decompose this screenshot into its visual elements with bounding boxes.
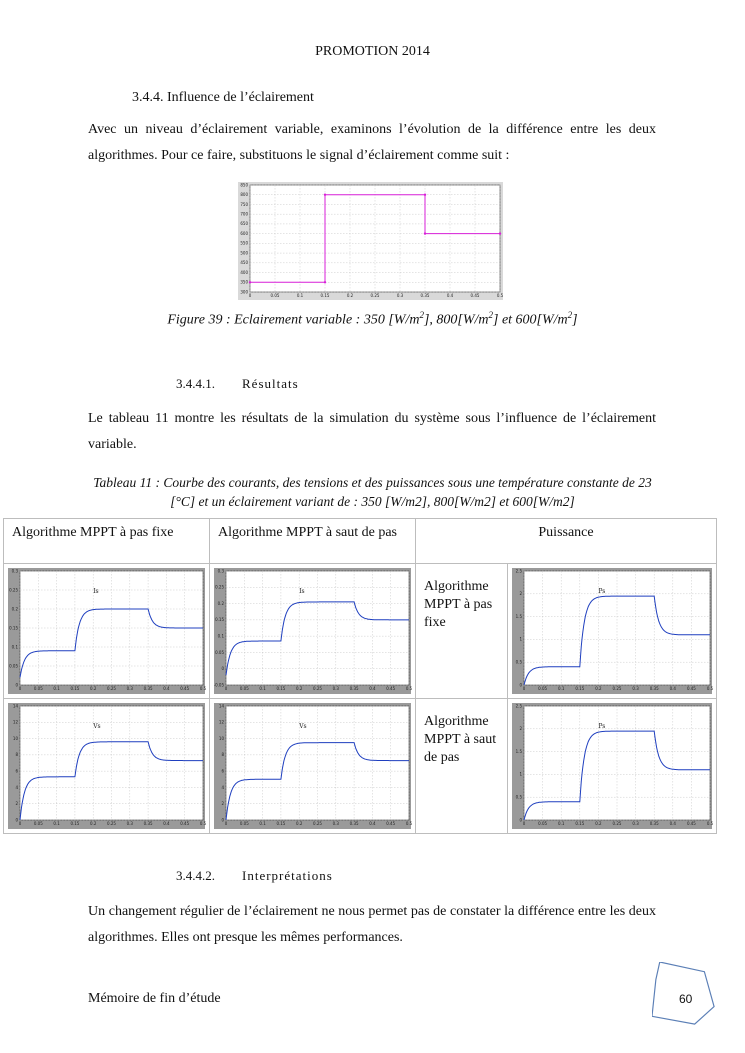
caption-part-2: ], 800[W/m bbox=[423, 312, 489, 328]
y-tick-label: 0.5 bbox=[515, 794, 522, 800]
y-tick-label: 0.15 bbox=[9, 625, 18, 631]
x-tick-label: 0.05 bbox=[239, 686, 249, 691]
cell-vs-saut bbox=[210, 699, 416, 834]
y-tick-label: 12 bbox=[12, 719, 18, 725]
y-tick-label: 0.1 bbox=[217, 633, 224, 639]
x-tick-label: 0.3 bbox=[126, 821, 133, 826]
y-tick-label: 0 bbox=[519, 817, 522, 823]
Vs_fixe-curve-label: Vs bbox=[93, 723, 101, 730]
x-tick-label: 0.3 bbox=[396, 293, 404, 298]
x-tick-label: 0.05 bbox=[538, 821, 548, 826]
x-tick-label: 0 bbox=[18, 821, 22, 826]
irradiance-chart-svg bbox=[238, 182, 503, 300]
x-tick-label: 0.4 bbox=[163, 821, 170, 826]
x-tick-label: 0.2 bbox=[346, 293, 354, 298]
caption-sup-2: 2 bbox=[488, 310, 493, 320]
interpretation-paragraph: Un changement régulier de l’éclairement ne nous permet pas de constater la différence entre les deux algorithmes. Elles ont presque les mêmes performances. bbox=[88, 904, 656, 945]
x-tick-label: 0.45 bbox=[386, 821, 396, 826]
x-tick-label: 0.25 bbox=[107, 686, 116, 691]
irradiance-point bbox=[324, 194, 326, 196]
x-tick-label: 0.4 bbox=[669, 821, 676, 826]
y-tick-label: 0.5 bbox=[515, 659, 522, 665]
x-tick-label: 0.5 bbox=[496, 293, 503, 298]
x-tick-label: 0.45 bbox=[686, 821, 696, 826]
x-tick-label: 0.25 bbox=[313, 686, 322, 691]
x-tick-label: 0.35 bbox=[349, 686, 359, 691]
x-tick-label: 0.5 bbox=[405, 821, 412, 826]
x-tick-label: 0.45 bbox=[386, 686, 396, 691]
x-tick-label: 0.45 bbox=[470, 293, 480, 298]
x-tick-label: 0.25 bbox=[612, 686, 622, 691]
irradiance-point bbox=[249, 281, 251, 283]
x-tick-label: 0.25 bbox=[612, 821, 622, 826]
x-tick-label: 0.15 bbox=[320, 293, 330, 298]
y-tick-label: 0 bbox=[221, 817, 224, 823]
y-tick-label: 2 bbox=[15, 801, 18, 807]
x-tick-label: 0.5 bbox=[199, 686, 206, 691]
y-tick-label: 400 bbox=[240, 269, 248, 275]
y-tick-label: 2 bbox=[519, 726, 522, 732]
page-number: 60 bbox=[679, 992, 693, 1006]
x-tick-label: 0.35 bbox=[143, 821, 153, 826]
x-tick-label: 0.05 bbox=[33, 821, 43, 826]
figure-39-chart bbox=[238, 182, 503, 300]
x-tick-label: 0.45 bbox=[180, 821, 190, 826]
y-tick-label: 700 bbox=[240, 211, 248, 217]
y-tick-label: 4 bbox=[15, 784, 18, 790]
caption-part-1: Figure 39 : Eclairement variable : 350 [W/m bbox=[167, 312, 420, 328]
y-tick-label: 0 bbox=[519, 682, 522, 688]
x-tick-label: 0.2 bbox=[595, 686, 602, 691]
x-tick-label: 0.1 bbox=[53, 686, 60, 691]
x-tick-label: 0.15 bbox=[575, 686, 585, 691]
x-tick-label: 0.5 bbox=[706, 686, 713, 691]
Is_fixe-curve-label: Is bbox=[93, 588, 99, 595]
subsection-results bbox=[176, 376, 299, 392]
irradiance-point bbox=[324, 281, 326, 283]
header-puissance: Puissance bbox=[416, 519, 717, 564]
y-tick-label: 2.5 bbox=[515, 703, 522, 709]
y-tick-label: 0 bbox=[221, 666, 224, 672]
y-tick-label: 8 bbox=[221, 752, 224, 758]
x-tick-label: 0.4 bbox=[669, 686, 676, 691]
subsection-results-title: Résultats bbox=[242, 376, 299, 391]
table-row-voltage bbox=[4, 699, 717, 834]
x-tick-label: 0.35 bbox=[143, 686, 153, 691]
y-tick-label: 750 bbox=[240, 201, 248, 207]
y-tick-label: 10 bbox=[12, 735, 18, 741]
irradiance-point bbox=[424, 194, 426, 196]
x-tick-label: 0.35 bbox=[349, 821, 359, 826]
caption-part-4: ] bbox=[572, 312, 578, 328]
x-tick-label: 0.3 bbox=[332, 821, 339, 826]
x-tick-label: 0.45 bbox=[686, 686, 696, 691]
y-tick-label: 1 bbox=[519, 636, 522, 642]
y-tick-label: 4 bbox=[221, 784, 224, 790]
y-tick-label: 600 bbox=[240, 230, 248, 236]
x-tick-label: 0.25 bbox=[107, 821, 116, 826]
y-tick-label: 850 bbox=[240, 182, 248, 188]
y-tick-label: 6 bbox=[221, 768, 224, 774]
ps-saut-chart bbox=[512, 703, 713, 829]
x-tick-label: 0.4 bbox=[163, 686, 170, 691]
y-tick-label: 0.2 bbox=[217, 600, 224, 606]
table-row-current bbox=[4, 564, 717, 699]
y-tick-label: 0.3 bbox=[217, 568, 224, 574]
y-tick-label: -0.05 bbox=[214, 682, 224, 688]
y-tick-label: 6 bbox=[15, 768, 18, 774]
x-tick-label: 0.05 bbox=[270, 293, 280, 298]
x-tick-label: 0.35 bbox=[649, 686, 659, 691]
x-tick-label: 0.1 bbox=[53, 821, 60, 826]
x-tick-label: 0.2 bbox=[296, 821, 303, 826]
y-tick-label: 10 bbox=[218, 735, 224, 741]
figure-39-caption bbox=[0, 310, 745, 329]
table-11-caption: Tableau 11 : Courbe des courants, des tensions et des puissances sous une température constante de 23 [°C] et un éclairement variant de : 350 [W/m2], 800[W/m2] et 600[W/m2] bbox=[93, 475, 652, 509]
y-tick-label: 14 bbox=[218, 703, 224, 709]
subsection-interp-title: Interprétations bbox=[242, 868, 333, 883]
cell-ps-fixe bbox=[508, 564, 717, 699]
y-tick-label: 550 bbox=[240, 240, 248, 246]
x-tick-label: 0 bbox=[18, 686, 22, 691]
results-paragraph: Le tableau 11 montre les résultats de la simulation du système sous l’influence de l’éclairement variable. bbox=[88, 411, 656, 452]
x-tick-label: 0.45 bbox=[180, 686, 190, 691]
Ps_fixe-curve-label: Ps bbox=[598, 588, 606, 595]
y-tick-label: 2 bbox=[519, 591, 522, 597]
x-tick-label: 0.2 bbox=[296, 686, 303, 691]
y-tick-label: 0.1 bbox=[11, 644, 18, 650]
x-tick-label: 0.15 bbox=[575, 821, 585, 826]
x-tick-label: 0.15 bbox=[70, 821, 80, 826]
Ps_saut-curve-label: Ps bbox=[598, 723, 606, 730]
x-tick-label: 0.05 bbox=[239, 821, 249, 826]
caption-sup-1: 2 bbox=[419, 310, 424, 320]
page-header: PROMOTION 2014 bbox=[315, 44, 430, 59]
x-tick-label: 0.2 bbox=[90, 821, 97, 826]
y-tick-label: 2 bbox=[221, 801, 224, 807]
y-tick-label: 650 bbox=[240, 221, 248, 227]
vs-saut-chart bbox=[214, 703, 412, 829]
x-tick-label: 0.1 bbox=[296, 293, 304, 298]
x-tick-label: 0.4 bbox=[369, 686, 376, 691]
ps-fixe-chart bbox=[512, 568, 713, 694]
y-tick-label: 450 bbox=[240, 260, 248, 266]
page-number-badge bbox=[652, 962, 716, 1026]
y-tick-label: 0.15 bbox=[215, 617, 224, 623]
y-tick-label: 0.3 bbox=[11, 568, 18, 574]
y-tick-label: 350 bbox=[240, 279, 248, 285]
x-tick-label: 0.25 bbox=[370, 293, 380, 298]
row-label-saut-de-pas: Algorithme MPPT à saut de pas bbox=[416, 699, 508, 834]
x-tick-label: 0.5 bbox=[706, 821, 713, 826]
footer-text: Mémoire de fin d’étude bbox=[88, 991, 221, 1006]
intro-paragraph: Avec un niveau d’éclairement variable, examinons l’évolution de la différence entre les deux algorithmes. Pour ce faire, substituons le signal d’éclairement comme suit : bbox=[88, 122, 656, 163]
y-tick-label: 1.5 bbox=[515, 613, 522, 619]
x-tick-label: 0.2 bbox=[595, 821, 602, 826]
x-tick-label: 0.05 bbox=[538, 686, 548, 691]
x-tick-label: 0 bbox=[248, 293, 252, 298]
x-tick-label: 0.2 bbox=[90, 686, 97, 691]
x-tick-label: 0.3 bbox=[332, 686, 339, 691]
x-tick-label: 0.5 bbox=[199, 821, 206, 826]
results-table bbox=[3, 518, 717, 834]
subsection-interpretations bbox=[176, 868, 333, 884]
irradiance-point bbox=[499, 232, 501, 234]
y-tick-label: 0 bbox=[15, 817, 18, 823]
x-tick-label: 0.25 bbox=[313, 821, 322, 826]
x-tick-label: 0.1 bbox=[558, 821, 565, 826]
subsection-interp-number: 3.4.4.2. bbox=[176, 868, 215, 883]
x-tick-label: 0.3 bbox=[126, 686, 133, 691]
x-tick-label: 0.35 bbox=[420, 293, 430, 298]
Is_saut-curve-label: Is bbox=[299, 588, 305, 595]
x-tick-label: 0 bbox=[224, 686, 228, 691]
y-tick-label: 14 bbox=[12, 703, 18, 709]
x-tick-label: 0.5 bbox=[405, 686, 412, 691]
caption-sup-3: 2 bbox=[567, 310, 573, 320]
cell-is-saut bbox=[210, 564, 416, 699]
x-tick-label: 0 bbox=[522, 821, 526, 826]
x-tick-label: 0.1 bbox=[259, 821, 266, 826]
x-tick-label: 0 bbox=[224, 821, 228, 826]
y-tick-label: 1.5 bbox=[515, 748, 522, 754]
x-tick-label: 0.4 bbox=[369, 821, 376, 826]
x-tick-label: 0.15 bbox=[70, 686, 80, 691]
x-tick-label: 0.15 bbox=[276, 821, 286, 826]
y-tick-label: 0.25 bbox=[215, 584, 224, 590]
caption-part-3: ] et 600[W/m bbox=[493, 312, 568, 328]
x-tick-label: 0.35 bbox=[649, 821, 659, 826]
x-tick-label: 0.3 bbox=[632, 686, 639, 691]
x-tick-label: 0 bbox=[522, 686, 526, 691]
x-tick-label: 0.1 bbox=[558, 686, 565, 691]
cell-ps-saut bbox=[508, 699, 717, 834]
Vs_saut-curve-label: Vs bbox=[299, 723, 307, 730]
y-tick-label: 12 bbox=[218, 719, 224, 725]
section-title: 3.4.4. Influence de l’éclairement bbox=[132, 90, 314, 105]
is-saut-chart bbox=[214, 568, 412, 694]
header-saut-de-pas: Algorithme MPPT à saut de pas bbox=[210, 519, 416, 564]
x-tick-label: 0.4 bbox=[446, 293, 454, 298]
vs-fixe-chart bbox=[8, 703, 206, 829]
y-tick-label: 300 bbox=[240, 289, 248, 295]
y-tick-label: 8 bbox=[15, 752, 18, 758]
y-tick-label: 0.05 bbox=[215, 649, 224, 655]
y-tick-label: 2.5 bbox=[515, 568, 522, 574]
cell-vs-fixe bbox=[4, 699, 210, 834]
y-tick-label: 0.2 bbox=[11, 606, 18, 612]
y-tick-label: 0 bbox=[15, 682, 18, 688]
y-tick-label: 0.05 bbox=[9, 663, 18, 669]
subsection-results-number: 3.4.4.1. bbox=[176, 376, 215, 391]
table-header-row bbox=[4, 519, 717, 564]
x-tick-label: 0.1 bbox=[259, 686, 266, 691]
y-tick-label: 500 bbox=[240, 250, 248, 256]
irradiance-point bbox=[424, 232, 426, 234]
y-tick-label: 1 bbox=[519, 771, 522, 777]
cell-is-fixe bbox=[4, 564, 210, 699]
is-fixe-chart bbox=[8, 568, 206, 694]
x-tick-label: 0.05 bbox=[33, 686, 43, 691]
y-tick-label: 0.25 bbox=[9, 587, 18, 593]
row-label-pas-fixe: Algorithme MPPT à pas fixe bbox=[416, 564, 508, 699]
header-pas-fixe: Algorithme MPPT à pas fixe bbox=[4, 519, 210, 564]
x-tick-label: 0.15 bbox=[276, 686, 286, 691]
x-tick-label: 0.3 bbox=[632, 821, 639, 826]
y-tick-label: 800 bbox=[240, 192, 248, 198]
